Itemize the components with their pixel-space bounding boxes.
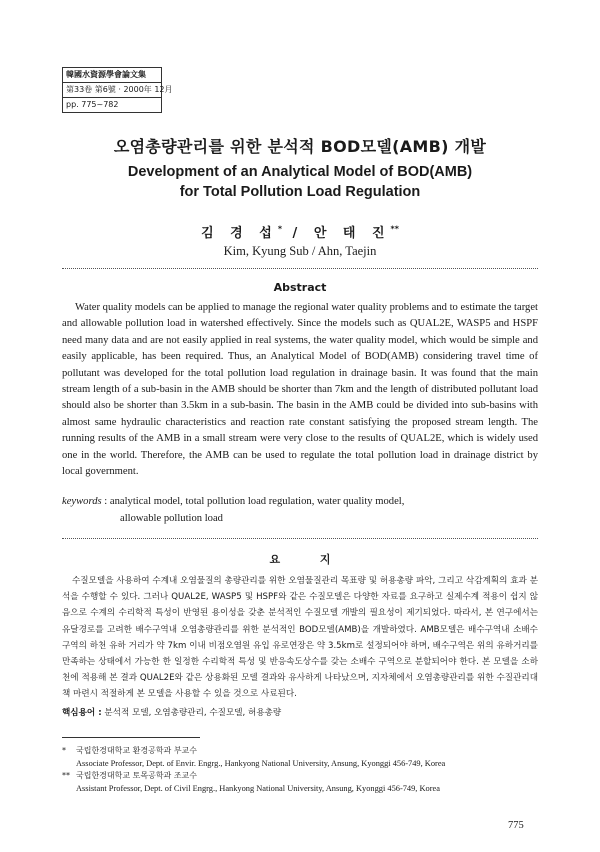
author1-korean: 김 경 섭 xyxy=(201,226,278,241)
authors-korean xyxy=(0,222,600,241)
korean-keywords-text: 분석적 모델, 오염총량관리, 수질모델, 허용총량 xyxy=(104,708,282,718)
journal-pages: pp. 775~782 xyxy=(63,97,161,112)
journal-issue: 第33卷 第6號 · 2000年 12月 xyxy=(63,82,161,97)
journal-info-box xyxy=(62,67,173,113)
footnote-1-mark: * xyxy=(62,746,66,755)
journal-name: 韓國水資源學會論文集 xyxy=(66,70,146,79)
footnote-rule xyxy=(62,737,200,738)
keywords-text1: analytical model, total pollution load regulation, water quality model, xyxy=(109,496,405,507)
footnote-2-korean-text: 국립한경대학교 토목공학과 조교수 xyxy=(76,771,198,780)
keywords-line1: keywords : analytical model, total pollution load regulation, water quality model, xyxy=(62,496,405,507)
abstract-heading: Abstract xyxy=(273,281,327,294)
footnote-1-korean xyxy=(62,745,197,757)
author2-korean: 안 태 진 xyxy=(313,226,391,241)
authors-english: Kim, Kyung Sub / Ahn, Taejin xyxy=(223,244,377,258)
page-number: 775 xyxy=(508,820,524,831)
keywords-label: keywords xyxy=(62,496,102,507)
abstract-text: Water quality models can be applied to manage the regional water quality problems and to estimate the target and allowable pollution load in watershed effectively. Since the models such as QUAL2E, WASP5 and HSPF need many data and are not easily applied in real systems, the water quality model, which would be simple and easily applicable, has been required. Thus, an Analytical Model of BOD(AMB) considering travel time of pollutant was developed for the total pollution load regulation in drainage basin. It was found that the main stream length of a sub-basin in the AMB should be shorter than 7km and the length of distributed pollutant load should also be shorter than 3.5km in a sub-basin. The basin in the AMB could be divided into sub-basins with almost same hydraulic characteristics and reaction rate constant satisfying the proposed stream length. The running results of the AMB in a small stream were very close to the results of QUAL2E, which is widely used one in the world. Therefore, the AMB can be used to regulate the total pollution load in drainage district by local government. xyxy=(62,302,538,478)
keywords-line2: allowable pollution load xyxy=(120,513,223,524)
yoji-text: 수질모델을 사용하여 수계내 오염물질의 총량관리를 위한 오염물질관리 목표량 및 허용총량 파악, 그리고 삭감계획의 효과 분석을 수행할 수 있다. 그러나 QUAL2E, WASP5 및 HSPF와 같은 수질모델은 다양한 자료를 요구하고 실제수계 적용이 쉽지 않음으로 수계의 수리학적 특성이 반영된 용이성을 갖춘 분석적인 수질모델 개발의 필요성이 제기되었다. 따라서, 본 연구에서는 유달경로를 고려한 배수구역내 오염총량관리를 위한 분석적인 BOD모델(AMB)을 개발하였다. AMB모델은 배수구역내 소배수 구역의 하천 유하 거리가 약 7km 이내 비점오염원 유입 유로연장은 약 3.5km로 설정되어야 하며, 배수구역은 위의 유하거리를 만족하는 상태에서 가능한 한 일정한 수리학적 특성 및 반응속도상수를 갖는 소배수 구역으로 분할되어야 한다. 본 모델을 소하천에 적용해 본 결과 QUAL2E와 같은 상용화된 모델 결과와 유사하게 나타났으며, 지자체에서 오염총량관리를 위한 수질관리대책 마련시 적절하게 본 모델을 사용할 수 있을 것으로 사료된다. xyxy=(62,576,538,700)
title-english-line1: Development of an Analytical Model of BOD(AMB) xyxy=(127,164,473,180)
title-korean: 오염총량관리를 위한 분석적 BOD모델(AMB) 개발 xyxy=(113,137,487,156)
footnote-2-korean xyxy=(62,770,197,782)
korean-keywords xyxy=(62,706,281,718)
footnote-1-english: Associate Professor, Dept. of Envir. Engrg., Hankyong National University, Ansung, Kyonggi 456-749, Korea xyxy=(76,759,446,768)
footnote-1-korean-text: 국립한경대학교 환경공학과 부교수 xyxy=(76,746,198,755)
author-separator: / xyxy=(282,226,314,241)
korean-keywords-label: 핵심용어 : xyxy=(62,708,102,718)
yoji-heading: 요 지 xyxy=(269,553,349,566)
footnote-2-mark: ** xyxy=(62,771,70,780)
title-english-line2: for Total Pollution Load Regulation xyxy=(179,184,421,200)
author2-mark: ** xyxy=(390,224,399,234)
divider-top xyxy=(62,268,538,269)
divider-middle xyxy=(62,538,538,539)
author1-mark: * xyxy=(277,224,282,234)
footnote-2-english: Assistant Professor, Dept. of Civil Engrg., Hankyong National University, Ansung, Kyonggi 456-749, Korea xyxy=(76,784,440,793)
